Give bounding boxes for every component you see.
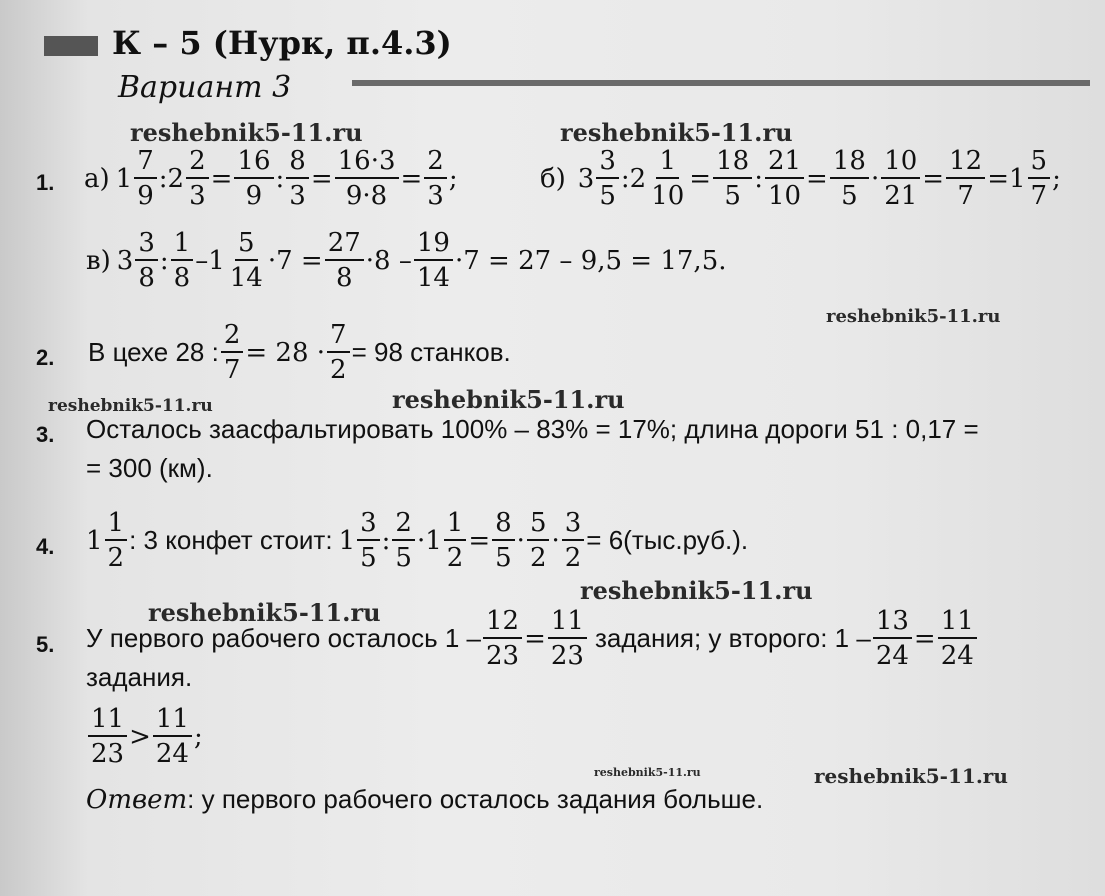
problem-1a: а) 1 $\frac{7}{9}$ :2 $\frac{2}{3}$ = $\frac{16}{9}$ : $\frac{8}{3}$ = $\frac{16\cdot 3}{9\cdot 8}$ = $\frac{2}{3}$ ; [84, 146, 458, 211]
problem-5-line-1: У первого рабочего осталось 1 – $\frac{12}{23}$ = $\frac{11}{23}$ задания; у второго: 1 – $\frac{13}{24}$ = $\frac{11}{24}$ [86, 608, 979, 669]
fraction: $\frac{5}{14}$ [229, 228, 263, 293]
fraction: $\frac{11}{24}$ [153, 706, 192, 767]
answer-text: : у первого рабочего осталось задания больше. [187, 784, 764, 814]
title-marker [44, 36, 98, 56]
fraction: $\frac{2}{5}$ [392, 510, 415, 571]
watermark: reshebnik5-11.ru [148, 598, 381, 627]
page-title: К – 5 (Нурк, п.4.3) [112, 24, 452, 62]
problem-5-comparison: $\frac{11}{23}$ > $\frac{11}{24}$ ; [86, 706, 203, 767]
answer-label: Ответ [86, 785, 188, 815]
variant-rule [352, 80, 1090, 86]
fraction: $\frac{27}{8}$ [325, 230, 364, 291]
fraction: $\frac{5}{2}$ [527, 510, 550, 571]
watermark: reshebnik5-11.ru [594, 766, 701, 779]
watermark: reshebnik5-11.ru [826, 306, 1001, 327]
fraction: $\frac{1}{2}$ [105, 510, 128, 571]
fraction: $\frac{3}{2}$ [562, 510, 585, 571]
problem-5-number: 5. [36, 632, 55, 657]
fraction: $\frac{7}{2}$ [327, 322, 350, 383]
fraction: $\frac{13}{24}$ [873, 608, 912, 669]
problem-4-text-end: = 6(тыс.руб.). [586, 525, 749, 555]
problem-1v: в) 3 $\frac{3}{8}$ : $\frac{1}{8}$ –1 $\frac{5}{14}$ ·7 = $\frac{27}{8}$ ·8 – $\frac{19}{14}$ ·7 = 27 – 9,5 = 17,5. [86, 228, 727, 293]
fraction: $\frac{3}{5}$ [596, 148, 619, 209]
problem-2-number: 2. [36, 345, 55, 370]
problem-5-line-2: задания. [86, 662, 193, 692]
answer [86, 784, 763, 815]
fraction: $\frac{1}{10}$ [651, 146, 685, 211]
fraction: $\frac{11}{23}$ [548, 608, 587, 669]
watermark: reshebnik5-11.ru [560, 118, 793, 147]
fraction: $\frac{16}{9}$ [234, 148, 273, 209]
problem-1a-label: а) [84, 163, 110, 194]
fraction: $\frac{2}{7}$ [221, 322, 244, 383]
fraction: $\frac{1}{2}$ [444, 510, 467, 571]
problem-1-number: 1. [36, 170, 55, 195]
watermark: reshebnik5-11.ru [130, 118, 363, 147]
fraction: $\frac{16\cdot 3}{9\cdot 8}$ [335, 148, 399, 209]
fraction: $\frac{3}{8}$ [135, 230, 158, 291]
fraction: $\frac{2}{3}$ [424, 148, 447, 209]
problem-1b-label: б) [540, 163, 566, 194]
fraction: $\frac{11}{23}$ [88, 706, 127, 767]
fraction: $\frac{12}{7}$ [946, 148, 985, 209]
problem-2-text-start: В цехе 28 : [88, 337, 219, 367]
fraction: $\frac{2}{3}$ [186, 148, 209, 209]
fraction: $\frac{18}{5}$ [830, 148, 869, 209]
fraction: $\frac{12}{23}$ [483, 608, 522, 669]
watermark: reshebnik5-11.ru [392, 385, 625, 414]
fraction: $\frac{7}{9}$ [134, 148, 157, 209]
variant-heading: Вариант 3 [118, 70, 292, 105]
fraction: $\frac{5}{7}$ [1028, 148, 1051, 209]
problem-5-text-1: У первого рабочего осталось 1 – [86, 623, 481, 653]
fraction: $\frac{3}{5}$ [357, 510, 380, 571]
fraction: $\frac{19}{14}$ [414, 230, 453, 291]
problem-4: 1 $\frac{1}{2}$ : 3 конфет стоит: 1 $\frac{3}{5}$ : $\frac{2}{5}$ ·1 $\frac{1}{2}$ = $\frac{8}{5}$ · $\frac{5}{2}$ · $\frac{3}{2}$ = 6(тыс.руб.). [86, 508, 749, 573]
problem-4-text-mid: : 3 конфет стоит: [129, 525, 333, 555]
fraction: $\frac{8}{3}$ [286, 148, 309, 209]
problem-5-text-2: задания; у второго: 1 – [594, 623, 871, 653]
problem-1b: б) 3 $\frac{3}{5}$ :2 $\frac{1}{10}$ = $\frac{18}{5}$ : $\frac{21}{10}$ = $\frac{18}{5}$ · $\frac{10}{21}$ = $\frac{12}{7}$ =1 $\frac{5}{7}$ ; [540, 146, 1061, 211]
problem-2-text-end: = 98 станков. [351, 337, 511, 367]
fraction: $\frac{8}{5}$ [492, 510, 515, 571]
watermark: reshebnik5-11.ru [48, 396, 213, 416]
watermark: reshebnik5-11.ru [580, 576, 813, 605]
problem-4-number: 4. [36, 534, 55, 559]
problem-1v-tail: ·7 = 27 – 9,5 = 17,5. [454, 245, 727, 276]
fraction: $\frac{1}{8}$ [171, 230, 194, 291]
problem-2: В цехе 28 : $\frac{2}{7}$ = 28 · $\frac{7}{2}$ = 98 станков. [88, 320, 511, 385]
fraction: $\frac{11}{24}$ [938, 608, 977, 669]
problem-1v-label: в) [86, 245, 111, 276]
problem-3-line-2: = 300 (км). [86, 453, 213, 483]
problem-3-number: 3. [36, 422, 55, 447]
fraction: $\frac{10}{21}$ [881, 148, 920, 209]
fraction: $\frac{21}{10}$ [765, 148, 804, 209]
watermark: reshebnik5-11.ru [814, 764, 1008, 788]
fraction: $\frac{18}{5}$ [713, 148, 752, 209]
problem-3-line-1: Осталось заасфальтировать 100% – 83% = 17%; длина дороги 51 : 0,17 = [86, 414, 979, 444]
